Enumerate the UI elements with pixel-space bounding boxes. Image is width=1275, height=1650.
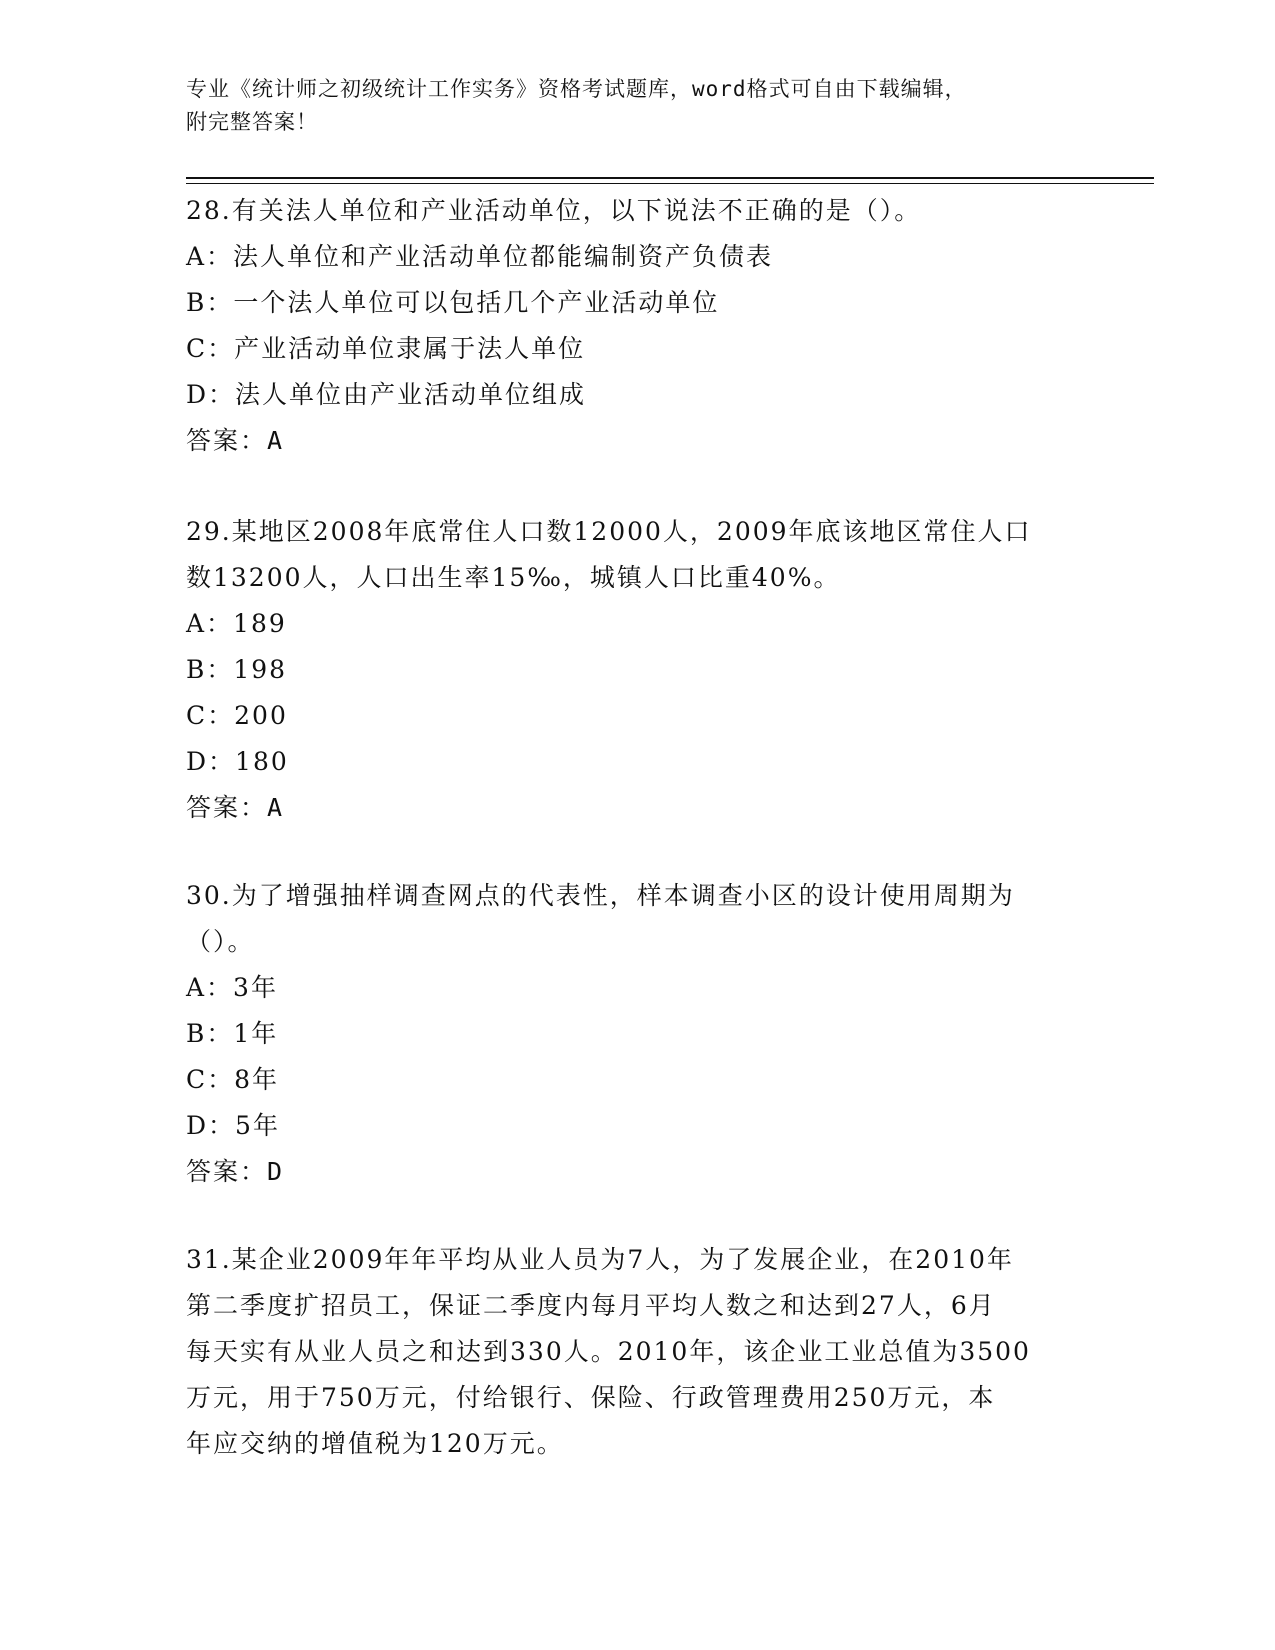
answer <box>186 418 1086 464</box>
option-c: C：200 <box>186 701 288 730</box>
answer-value: A <box>267 793 285 822</box>
answer-value: D <box>267 1157 285 1186</box>
question-text: 30.为了增强抽样调查网点的代表性，样本调查小区的设计使用周期为 <box>186 881 1015 910</box>
question-text: 每天实有从业人员之和达到330人。2010年，该企业工业总值为3500 <box>186 1337 1031 1366</box>
option-a: A：3年 <box>186 973 278 1002</box>
question-31 <box>186 1237 1086 1467</box>
question-text: 数13200人，人口出生率15‰，城镇人口比重40%。 <box>186 563 841 592</box>
answer-label: 答案： <box>186 793 268 822</box>
question-text: 万元，用于750万元，付给银行、保险、行政管理费用250万元，本 <box>186 1383 996 1412</box>
question-text: 29.某地区2008年底常住人口数12000人，2009年底该地区常住人口 <box>186 517 1032 546</box>
header-line-2: 附完整答案！ <box>186 110 318 134</box>
header-divider-thick <box>186 177 1154 179</box>
header-line-1: 专业《统计师之初级统计工作实务》资格考试题库，word格式可自由下载编辑， <box>186 77 967 101</box>
option-d: D：法人单位由产业活动单位组成 <box>186 380 587 409</box>
answer <box>186 1149 1086 1195</box>
question-text: 第二季度扩招员工，保证二季度内每月平均人数之和达到27人，6月 <box>186 1291 996 1320</box>
answer-value: A <box>267 426 285 455</box>
option-b: B：198 <box>186 655 288 684</box>
option-a: A：法人单位和产业活动单位都能编制资产负债表 <box>186 242 774 271</box>
question-text: 31.某企业2009年年平均从业人员为7人，为了发展企业，在2010年 <box>186 1245 1014 1274</box>
option-b: B：1年 <box>186 1019 279 1048</box>
answer-label: 答案： <box>186 426 268 455</box>
question-text: 年应交纳的增值税为120万元。 <box>186 1429 564 1458</box>
question-28 <box>186 188 1086 464</box>
option-a: A：189 <box>186 609 287 638</box>
question-text: （）。 <box>186 927 255 956</box>
question-text: 28.有关法人单位和产业活动单位，以下说法不正确的是（）。 <box>186 196 922 225</box>
answer <box>186 785 1086 831</box>
answer-label: 答案： <box>186 1157 268 1186</box>
option-c: C：产业活动单位隶属于法人单位 <box>186 334 586 363</box>
option-d: D：5年 <box>186 1111 280 1140</box>
option-b: B：一个法人单位可以包括几个产业活动单位 <box>186 288 720 317</box>
question-29 <box>186 509 1086 831</box>
header-divider-thin <box>186 183 1154 184</box>
option-c: C：8年 <box>186 1065 280 1094</box>
question-30 <box>186 873 1086 1195</box>
document-header <box>186 73 1086 139</box>
option-d: D：180 <box>186 747 289 776</box>
